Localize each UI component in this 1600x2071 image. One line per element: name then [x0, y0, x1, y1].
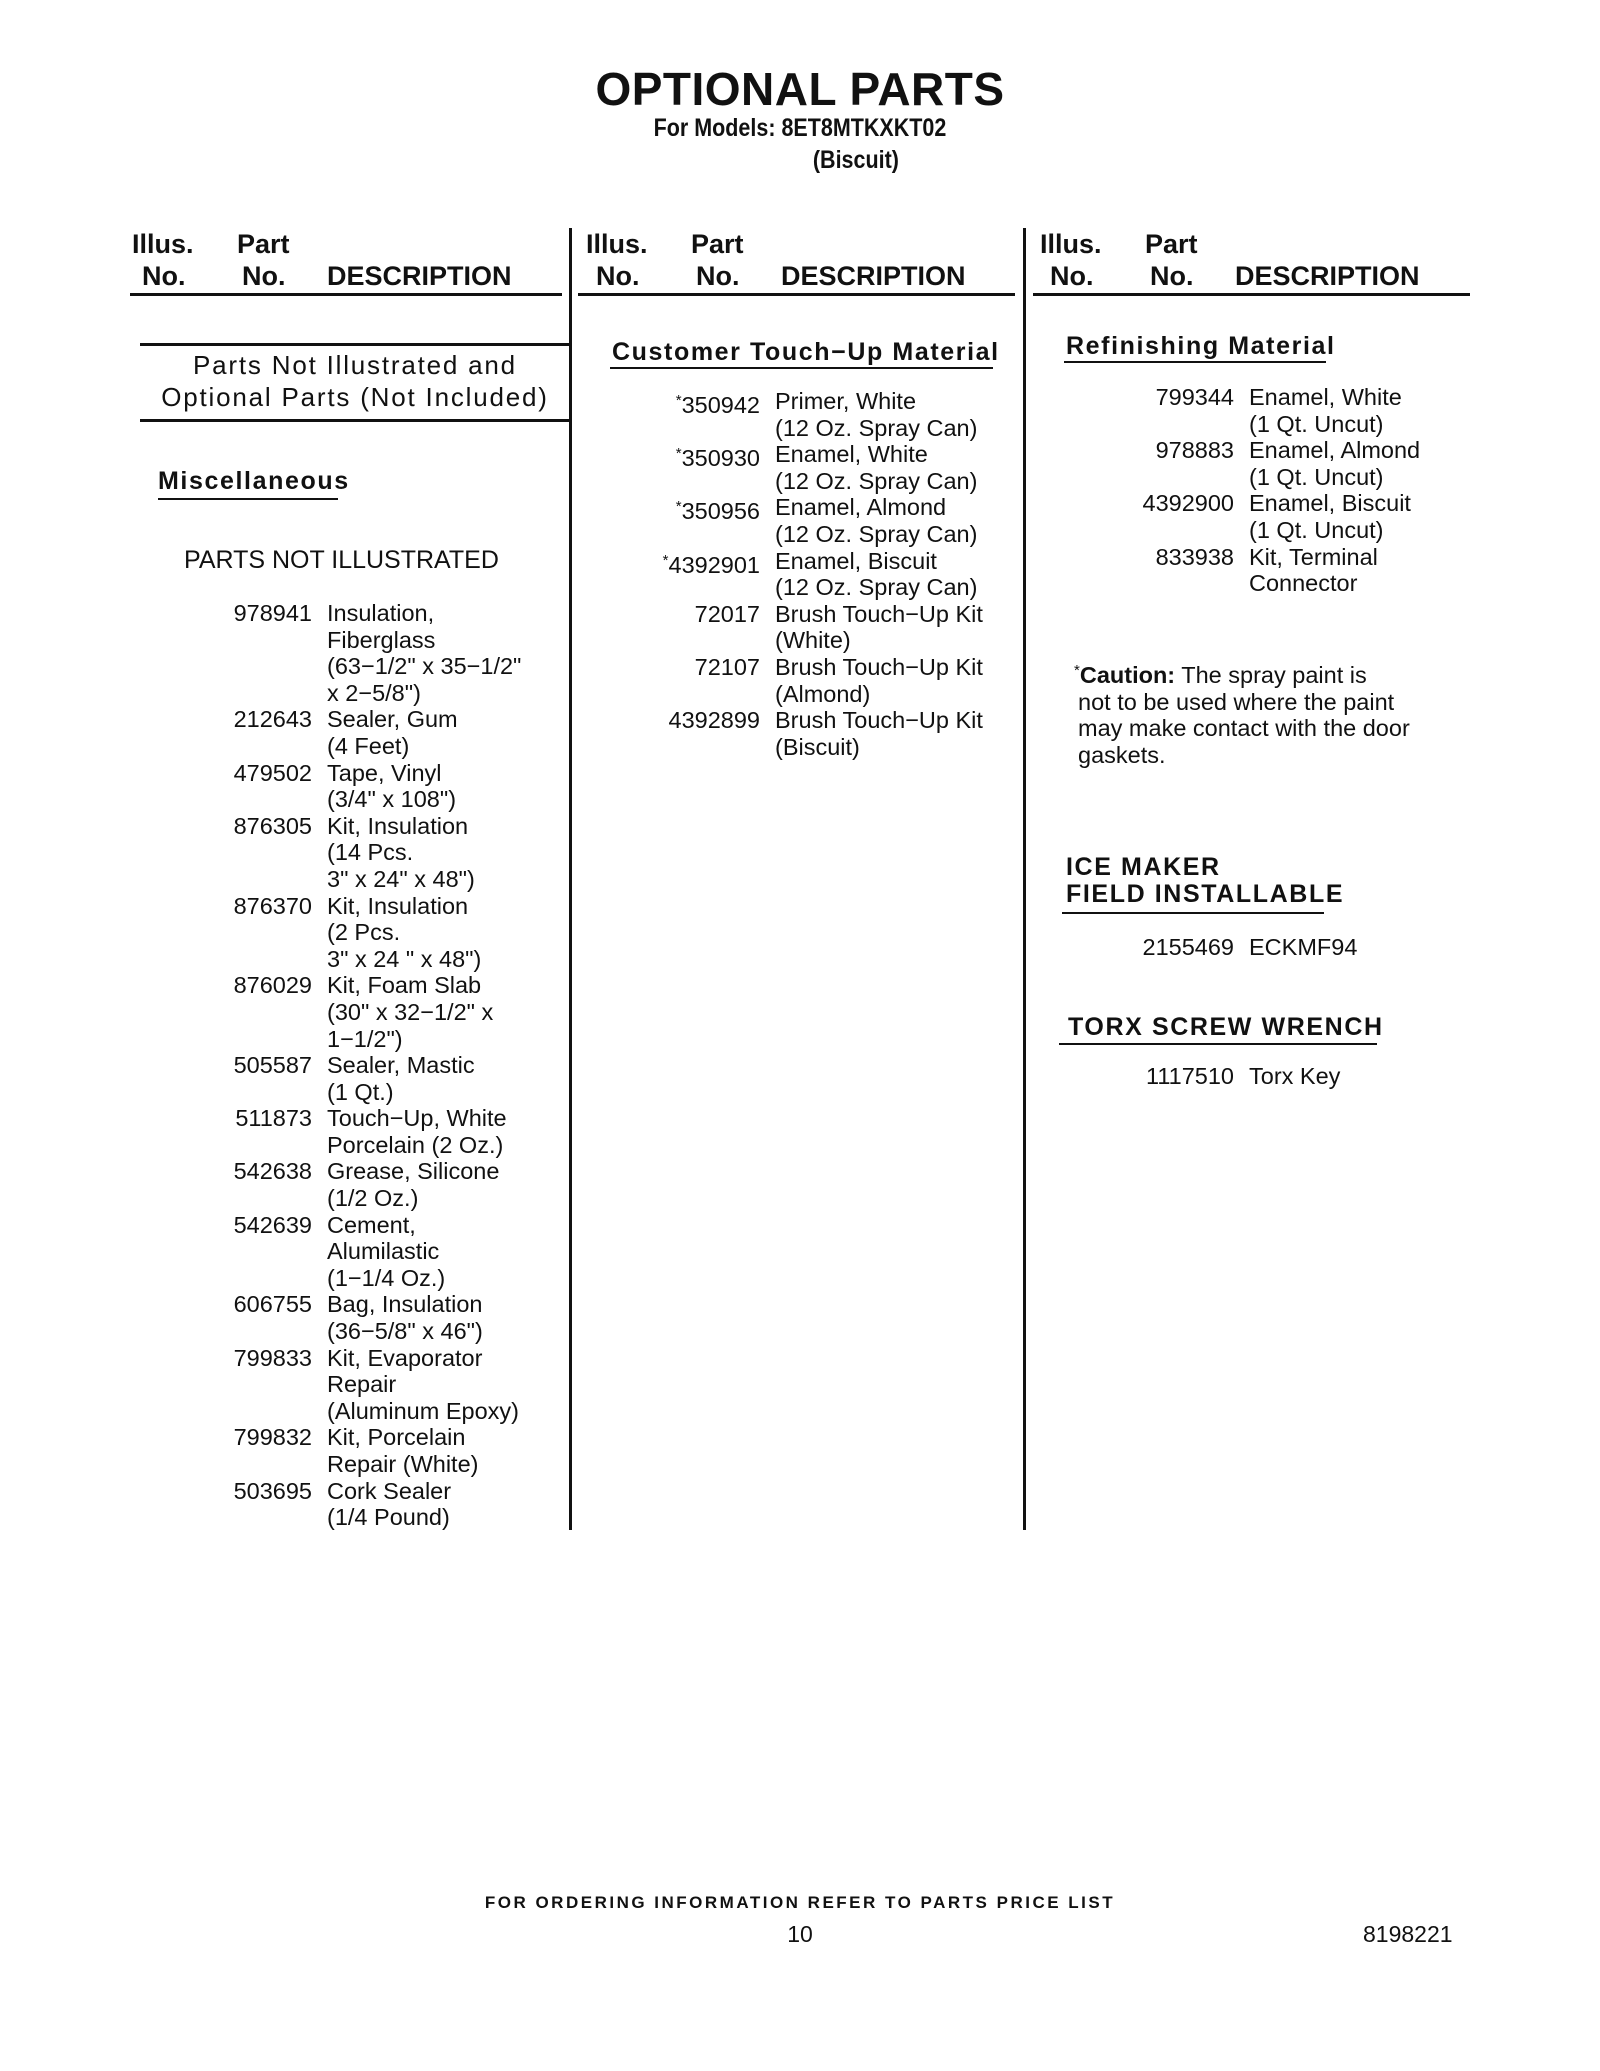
part-number-cell	[620, 601, 775, 654]
part-description: Enamel, White (12 Oz. Spray Can)	[775, 441, 978, 494]
section-underline	[1059, 1043, 1377, 1045]
column-header-3	[1038, 228, 1468, 292]
ice-maker-title-line-1: ICE MAKER	[1066, 853, 1221, 881]
part-number-cell	[620, 654, 775, 707]
part-description: Sealer, Gum (4 Feet)	[327, 706, 458, 759]
part-number: 978941	[233, 600, 312, 626]
part-number: 799344	[1155, 384, 1234, 410]
caution-text: gaskets.	[1078, 741, 1166, 768]
asterisk-mark: *	[662, 551, 669, 569]
page-number: 10	[787, 1921, 813, 1947]
section-underline	[610, 367, 993, 369]
part-description: Enamel, Biscuit (1 Qt. Uncut)	[1249, 490, 1411, 543]
box-bottom-rule	[140, 419, 570, 422]
part-description: Brush Touch−Up Kit (Almond)	[775, 653, 983, 707]
part-description: Kit, Porcelain Repair (White)	[327, 1424, 479, 1477]
part-row	[620, 707, 1020, 760]
color-line: (Biscuit)	[812, 146, 899, 174]
caution-star: *	[1074, 662, 1080, 679]
illus-label: Illus.	[132, 229, 194, 259]
ordering-note: FOR ORDERING INFORMATION REFER TO PARTS PRICE LIST	[484, 1893, 1116, 1912]
part-number-cell	[220, 813, 327, 893]
section-title-touch-up: Customer Touch−Up Material	[612, 338, 1000, 366]
part-row	[220, 706, 560, 759]
no-label: No.	[142, 261, 186, 291]
part-number: 212643	[233, 706, 312, 733]
part-row	[220, 1158, 560, 1211]
no-label: No.	[596, 261, 640, 291]
part-number: 4392901	[668, 551, 760, 578]
part-description: Cement, Alumilastic (1−1/4 Oz.)	[327, 1211, 446, 1291]
column-header-1	[130, 228, 560, 292]
header-rule	[130, 293, 562, 296]
column-header-2	[584, 228, 1014, 292]
models-line: For Models: 8ET8MTKXKT02	[653, 114, 947, 142]
part-row	[220, 1478, 560, 1531]
part-number: 2155469	[1142, 934, 1234, 960]
part-label: Part	[237, 229, 290, 259]
box-top-rule	[140, 343, 570, 346]
document-number: 8198221	[1363, 1921, 1453, 1947]
asterisk-mark: *	[675, 445, 682, 463]
part-row	[620, 388, 1020, 441]
part-number-cell	[1100, 490, 1249, 543]
part-row	[620, 494, 1020, 547]
header-rule	[1033, 293, 1470, 296]
part-row	[1100, 437, 1480, 490]
part-description: Grease, Silicone (1/2 Oz.)	[327, 1158, 500, 1212]
part-number: 978883	[1155, 437, 1234, 464]
ice-maker-title-line-2: FIELD INSTALLABLE	[1066, 880, 1345, 908]
part-number: 876305	[233, 812, 312, 839]
section-title-ice-maker	[1066, 854, 1344, 908]
part-description: Kit, Insulation (2 Pcs. 3" x 24 " x 48")	[327, 892, 482, 972]
part-row	[1100, 490, 1480, 543]
torx-part-row	[1100, 1063, 1340, 1090]
part-number-cell	[620, 388, 775, 441]
touch-up-parts-list	[620, 388, 1020, 760]
part-description: Kit, Insulation (14 Pcs. 3" x 24" x 48")	[327, 812, 475, 892]
part-number-cell	[220, 760, 327, 813]
ice-maker-part-row	[1100, 934, 1357, 961]
part-description: Kit, Evaporator Repair (Aluminum Epoxy)	[327, 1344, 519, 1424]
part-description: Touch−Up, White Porcelain (2 Oz.)	[327, 1105, 507, 1158]
part-number-cell	[1100, 437, 1249, 490]
part-number: 542639	[233, 1211, 312, 1238]
part-number: 4392899	[668, 707, 760, 734]
page-title: OPTIONAL PARTS	[595, 63, 1005, 115]
part-number-cell	[220, 1212, 327, 1292]
illus-label: Illus.	[1040, 229, 1102, 259]
part-number: 72017	[694, 600, 760, 627]
asterisk-mark: *	[675, 392, 682, 409]
part-row	[1100, 384, 1480, 437]
box-line-2: Optional Parts (Not Included)	[161, 382, 549, 412]
part-number: 799833	[233, 1344, 312, 1371]
part-number-cell	[1100, 544, 1249, 597]
part-description: Brush Touch−Up Kit (White)	[775, 600, 983, 654]
part-description: Tape, Vinyl (3/4" x 108")	[327, 759, 457, 813]
part-number: 876370	[233, 892, 312, 919]
part-row	[220, 1212, 560, 1292]
column-divider	[569, 228, 572, 1530]
part-label: Part	[1145, 229, 1198, 259]
part-row	[220, 893, 560, 973]
part-number-cell	[220, 600, 327, 706]
part-description: Brush Touch−Up Kit (Biscuit)	[775, 707, 983, 760]
part-row	[220, 1291, 560, 1344]
part-number: 503695	[233, 1477, 312, 1504]
part-number-cell	[220, 893, 327, 973]
section-underline	[1062, 912, 1324, 914]
section-title-torx: TORX SCREW WRENCH	[1068, 1013, 1384, 1041]
section-title-miscellaneous: Miscellaneous	[158, 467, 350, 495]
part-row	[220, 1345, 560, 1425]
asterisk-mark: *	[675, 498, 682, 516]
part-number: 350942	[681, 392, 760, 418]
part-number: 350930	[681, 445, 760, 472]
part-number: 876029	[233, 972, 312, 999]
description-label: DESCRIPTION	[327, 261, 512, 291]
header-rule	[578, 293, 1015, 296]
caution-note	[1074, 658, 1474, 768]
description-label: DESCRIPTION	[781, 261, 966, 291]
part-number: 4392900	[1142, 490, 1234, 517]
part-number-cell	[220, 1291, 327, 1344]
misc-parts-list	[220, 600, 560, 1531]
box-line-1: Parts Not Illustrated and	[193, 350, 517, 380]
part-description: Kit, Foam Slab (30" x 32−1/2" x 1−1/2")	[327, 972, 494, 1052]
part-number-cell	[620, 441, 775, 494]
part-number-cell	[220, 706, 327, 759]
part-row	[220, 1052, 560, 1105]
part-number-cell	[220, 1424, 327, 1477]
part-row	[220, 1424, 560, 1477]
part-description: ECKMF94	[1249, 934, 1358, 960]
part-number-cell	[220, 1345, 327, 1425]
caution-text: The spray paint is	[1175, 662, 1367, 688]
part-row	[620, 601, 1020, 654]
part-number: 511873	[235, 1105, 312, 1132]
part-description: Kit, Terminal Connector	[1249, 543, 1378, 597]
part-row	[220, 600, 560, 706]
description-label: DESCRIPTION	[1235, 261, 1420, 291]
part-description: Cork Sealer (1/4 Pound)	[327, 1477, 452, 1531]
not-illustrated-box	[140, 349, 570, 413]
parts-not-illustrated-label: PARTS NOT ILLUSTRATED	[184, 546, 499, 574]
part-number-cell	[220, 972, 327, 1052]
part-row	[220, 760, 560, 813]
part-number: 505587	[233, 1052, 312, 1079]
part-number: 833938	[1155, 543, 1234, 570]
part-description: Bag, Insulation (36−5/8" x 46")	[327, 1291, 483, 1345]
part-row	[620, 548, 1020, 601]
part-number: 799832	[233, 1424, 312, 1451]
part-description: Sealer, Mastic (1 Qt.)	[327, 1052, 475, 1105]
caution-text: may make contact with the door	[1078, 715, 1410, 742]
part-number-cell	[620, 548, 775, 601]
part-number-cell	[220, 1158, 327, 1211]
part-label: Part	[691, 229, 744, 259]
part-number-cell	[220, 1105, 327, 1158]
part-description: Enamel, White (1 Qt. Uncut)	[1249, 384, 1402, 437]
caution-text: not to be used where the paint	[1078, 688, 1395, 715]
no-label: No.	[1150, 261, 1194, 291]
no-label: No.	[696, 261, 740, 291]
part-number-cell	[220, 1052, 327, 1105]
part-number: 479502	[233, 759, 312, 786]
part-number-cell	[220, 1478, 327, 1531]
part-description: Enamel, Biscuit (12 Oz. Spray Can)	[775, 547, 978, 601]
no-label: No.	[1050, 261, 1094, 291]
part-description: Enamel, Almond (1 Qt. Uncut)	[1249, 437, 1421, 490]
caution-label: Caution:	[1079, 662, 1176, 688]
part-number: 542638	[233, 1158, 312, 1185]
part-row	[220, 1105, 560, 1158]
part-row	[220, 972, 560, 1052]
part-description: Torx Key	[1249, 1063, 1341, 1089]
part-number-cell	[620, 494, 775, 547]
refinishing-parts-list	[1100, 384, 1480, 597]
part-number-cell	[1100, 384, 1249, 437]
part-row	[1100, 544, 1480, 597]
no-label: No.	[242, 261, 286, 291]
part-number: 72107	[694, 653, 760, 680]
part-number: 350956	[681, 498, 760, 525]
part-description: Insulation, Fiberglass (63−1/2" x 35−1/2" x 2−5/8")	[327, 600, 522, 706]
part-number-cell	[620, 707, 775, 760]
part-number: 1117510	[1146, 1063, 1234, 1089]
column-divider	[1023, 228, 1026, 1530]
part-number: 606755	[233, 1291, 312, 1318]
part-row	[620, 441, 1020, 494]
section-underline	[1064, 361, 1326, 363]
part-row	[220, 813, 560, 893]
part-description: Enamel, Almond (12 Oz. Spray Can)	[775, 494, 978, 547]
section-title-refinishing: Refinishing Material	[1066, 332, 1336, 360]
part-row	[620, 654, 1020, 707]
part-description: Primer, White (12 Oz. Spray Can)	[775, 388, 978, 441]
illus-label: Illus.	[586, 229, 648, 259]
section-underline	[158, 498, 338, 500]
